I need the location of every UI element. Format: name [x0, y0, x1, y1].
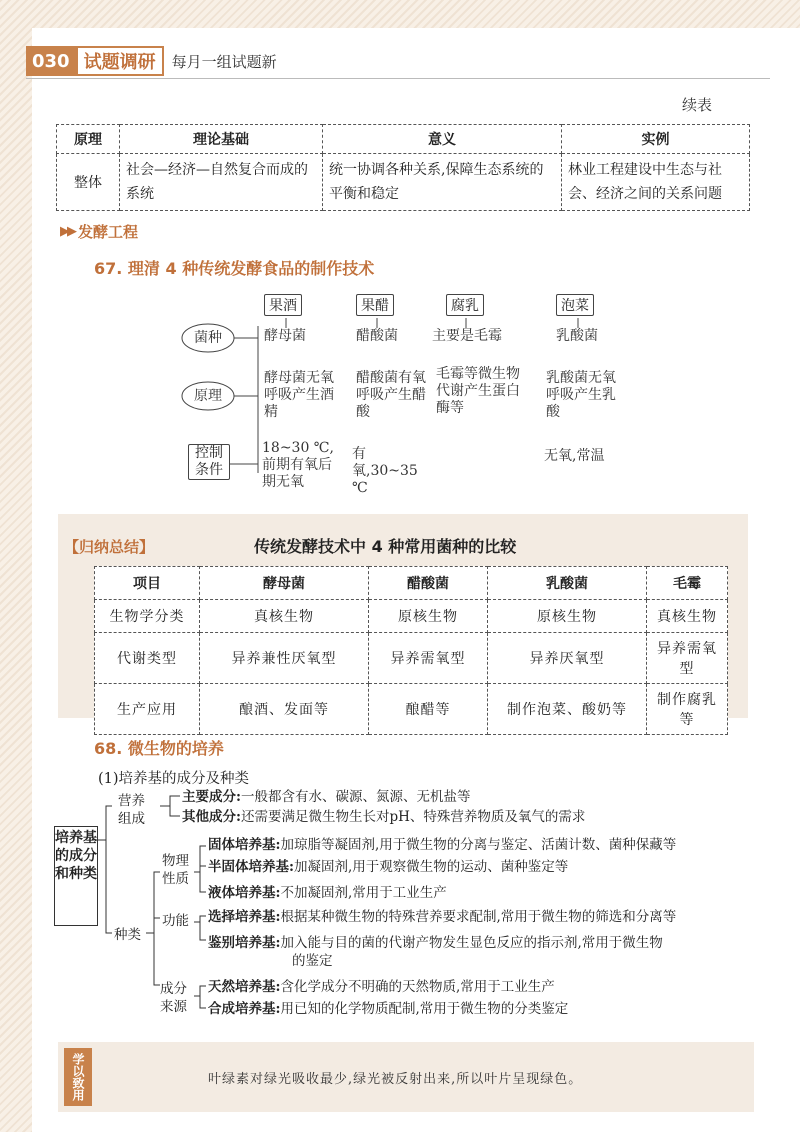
- summary-title: 传统发酵技术中 4 种常用菌种的比较: [254, 537, 517, 556]
- header-subtitle: 每月一组试题新: [171, 52, 277, 71]
- table-cell: 异养需氧型: [647, 633, 728, 684]
- condition-text: 无氧,常温: [544, 448, 605, 464]
- tree-root-label: 培养基的成分和种类: [54, 826, 98, 926]
- table-cell: 酿酒、发面等: [200, 684, 369, 735]
- table-header-cell: 酵母菌: [200, 567, 369, 600]
- leaf-label: 主要成分:: [182, 789, 241, 805]
- header-section: 试题调研: [76, 46, 164, 76]
- leaf-label: 半固体培养基:: [208, 859, 294, 875]
- table-cell: 原核生物: [369, 600, 488, 633]
- tree-node-function: 功能: [162, 913, 189, 929]
- table-header-cell: 理论基础: [120, 125, 323, 154]
- item-68-title: 68. 微生物的培养: [94, 739, 224, 758]
- table-header-cell: 项目: [95, 567, 200, 600]
- principle-table: [56, 124, 750, 211]
- header-divider: [26, 78, 770, 79]
- table-cell: 代谢类型: [95, 633, 200, 684]
- leaf-label: 天然培养基:: [208, 979, 281, 995]
- table-cell: 异养需氧型: [369, 633, 488, 684]
- summary-tag: 【归纳总结】: [64, 538, 155, 556]
- leaf-text: 不加凝固剂,常用于工业生产: [280, 885, 447, 901]
- leaf-text: 加入能与目的菌的代谢产物发生显色反应的指示剂,常用于微生物: [280, 935, 663, 951]
- table-row: [57, 154, 750, 211]
- principle-text: 酵母菌无氧呼吸产生酒精: [264, 370, 334, 420]
- tree-leaf-diff: [208, 934, 663, 952]
- table-header-cell: 实例: [562, 125, 750, 154]
- table-header-cell: 毛霉: [647, 567, 728, 600]
- strain-text: 乳酸菌: [556, 328, 598, 344]
- table-cell: 生物学分类: [95, 600, 200, 633]
- footer-box: [58, 1042, 754, 1112]
- principle-text: 乳酸菌无氧呼吸产生乳酸: [546, 370, 616, 420]
- table-cell: 统一协调各种关系,保障生态系统的平衡和稳定: [323, 154, 562, 211]
- table-row: [95, 600, 728, 633]
- table-cell: 酿醋等: [369, 684, 488, 735]
- top-stripe-decoration: [0, 0, 800, 28]
- tree-leaf-solid: [208, 836, 676, 854]
- fermentation-diagram: [180, 288, 640, 498]
- summary-box: [58, 514, 748, 728]
- table-cell: 生产应用: [95, 684, 200, 735]
- strain-comparison-table: [94, 566, 728, 735]
- leaf-label: 其他成分:: [182, 809, 241, 825]
- food-label: 泡菜: [556, 294, 594, 316]
- table-header-cell: 醋酸菌: [369, 567, 488, 600]
- table-cell: 林业工程建设中生态与社会、经济之间的关系问题: [562, 154, 750, 211]
- page-number: 030: [26, 46, 76, 76]
- tree-node-nutrition: 营养组成: [118, 793, 145, 827]
- table-cell: 异养兼性厌氧型: [200, 633, 369, 684]
- leaf-label: 合成培养基:: [208, 1001, 281, 1017]
- condition-text: 有氧,30~35 ℃: [352, 446, 418, 496]
- table-cell: 真核生物: [647, 600, 728, 633]
- tree-leaf-diff-cont: 的鉴定: [292, 953, 333, 969]
- table-cell: 整体: [57, 154, 120, 211]
- table-header-row: [57, 125, 750, 154]
- tree-leaf-synthetic: [208, 1000, 568, 1018]
- tree-leaf-semi: [208, 858, 568, 876]
- table-cell: 真核生物: [200, 600, 369, 633]
- tree-node-source: 成分来源: [160, 981, 187, 1015]
- row-label-condition: 控制条件: [188, 444, 230, 480]
- tree-leaf-liquid: [208, 884, 447, 902]
- footer-tag: 学以致用: [64, 1048, 92, 1106]
- page-header: [26, 46, 277, 76]
- row-label-strain: 菌种: [194, 330, 222, 346]
- sub-heading: (1)培养基的成分及种类: [98, 771, 250, 787]
- footer-text: 叶绿素对绿光吸收最少,绿光被反射出来,所以叶片呈现绿色。: [208, 1072, 583, 1087]
- principle-text: 醋酸菌有氧呼吸产生醋酸: [356, 370, 426, 420]
- table-cell: 原核生物: [488, 600, 647, 633]
- table-cell: 制作腐乳等: [647, 684, 728, 735]
- leaf-text: 用已知的化学物质配制,常用于微生物的分类鉴定: [280, 1001, 569, 1017]
- strain-text: 酵母菌: [264, 328, 306, 344]
- food-label: 腐乳: [446, 294, 484, 316]
- leaf-text: 还需要满足微生物生长对pH、特殊营养物质及氧气的需求: [240, 809, 586, 825]
- continued-label: 续表: [682, 96, 713, 114]
- food-label: 果酒: [264, 294, 302, 316]
- table-header-row: [95, 567, 728, 600]
- section-heading: [60, 221, 138, 242]
- leaf-text: 根据某种微生物的特殊营养要求配制,常用于微生物的筛选和分离等: [280, 909, 677, 925]
- tree-leaf-natural: [208, 978, 555, 996]
- table-cell: 社会—经济—自然复合而成的系统: [120, 154, 323, 211]
- strain-text: 醋酸菌: [356, 328, 398, 344]
- food-label: 果醋: [356, 294, 394, 316]
- tree-leaf-select: [208, 908, 676, 926]
- leaf-label: 选择培养基:: [208, 909, 281, 925]
- leaf-text: 含化学成分不明确的天然物质,常用于工业生产: [280, 979, 555, 995]
- strain-text: 主要是毛霉: [432, 328, 502, 344]
- table-header-cell: 原理: [57, 125, 120, 154]
- leaf-label: 鉴别培养基:: [208, 935, 281, 951]
- leaf-text: 一般都含有水、碳源、氮源、无机盐等: [240, 789, 471, 805]
- leaf-label: 液体培养基:: [208, 885, 281, 901]
- double-chevron-icon: ▶▶: [60, 224, 74, 239]
- tree-node-kinds: 种类: [114, 927, 141, 943]
- table-row: [95, 633, 728, 684]
- tree-leaf-main: [182, 788, 470, 806]
- leaf-label: 固体培养基:: [208, 837, 281, 853]
- item-67-title: 67. 理清 4 种传统发酵食品的制作技术: [94, 259, 375, 278]
- leaf-text: 加琼脂等凝固剂,用于微生物的分离与鉴定、活菌计数、菌种保藏等: [280, 837, 677, 853]
- table-header-cell: 意义: [323, 125, 562, 154]
- section-title: 发酵工程: [78, 223, 139, 241]
- left-stripe-decoration: [0, 0, 32, 1132]
- principle-text: 毛霉等微生物代谢产生蛋白酶等: [436, 366, 520, 416]
- row-label-principle: 原理: [194, 388, 222, 404]
- table-cell: 异养厌氧型: [488, 633, 647, 684]
- condition-text: 18~30 ℃,前期有氧后期无氧: [262, 440, 334, 490]
- table-row: [95, 684, 728, 735]
- tree-leaf-other: [182, 808, 585, 826]
- table-cell: 制作泡菜、酸奶等: [488, 684, 647, 735]
- leaf-text: 加凝固剂,用于观察微生物的运动、菌种鉴定等: [293, 859, 569, 875]
- tree-node-physical: 物理性质: [162, 853, 189, 887]
- table-header-cell: 乳酸菌: [488, 567, 647, 600]
